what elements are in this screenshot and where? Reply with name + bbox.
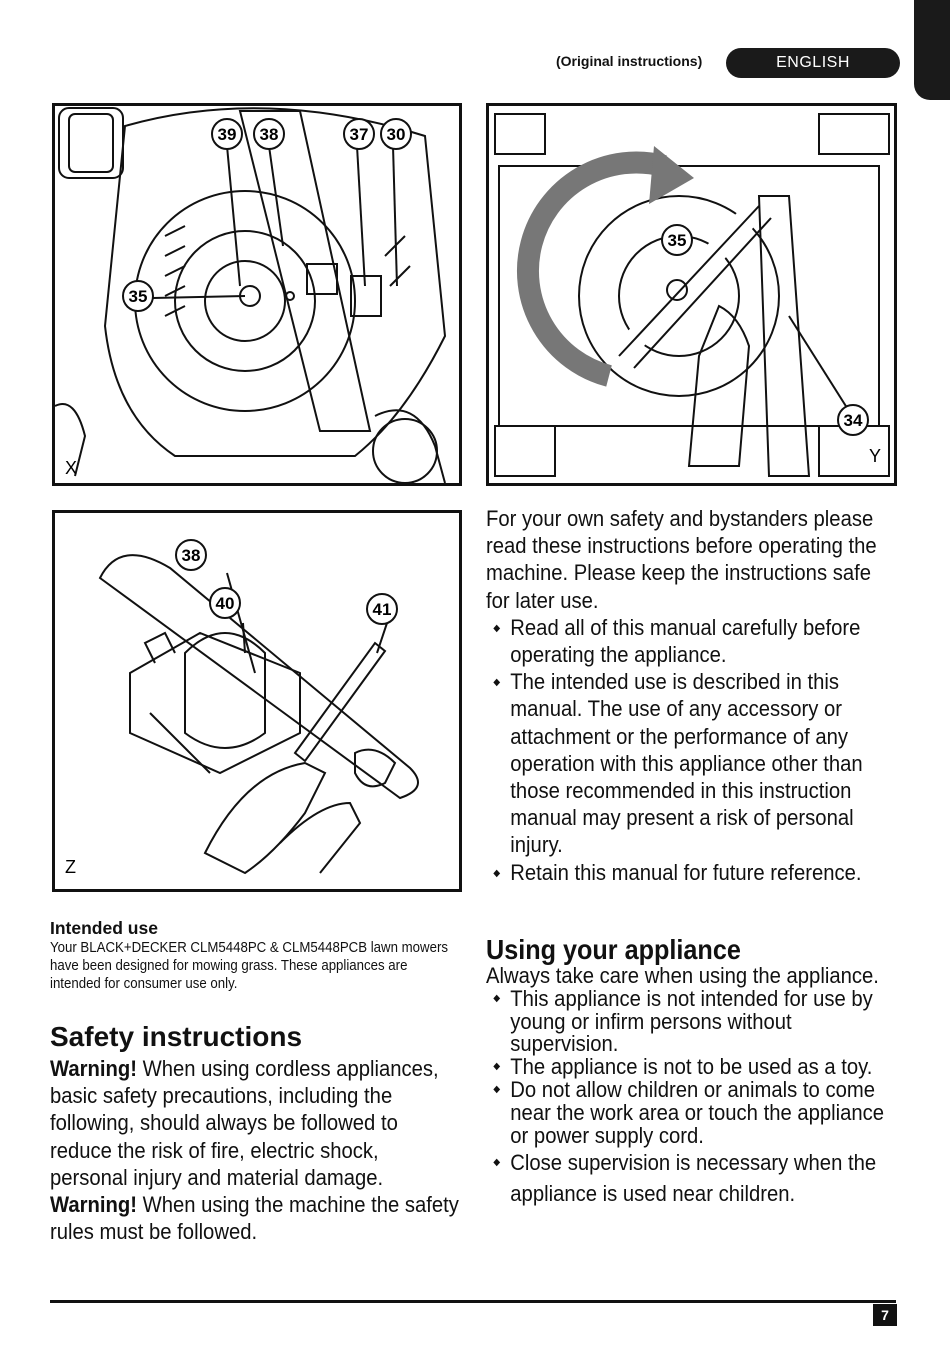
- warning-label: Warning!: [50, 1056, 137, 1081]
- callout-39: 39: [217, 125, 237, 144]
- using-bullet-list: [486, 985, 900, 1210]
- edge-tab: [914, 0, 950, 100]
- intended-use-body: Your BLACK+DECKER CLM5448PC & CLM5448PCB lawn mowers have been designed for mowing grass. These appliances are intended for consumer use only.: [50, 940, 448, 993]
- using-lead: Always take care when using the appliance.: [486, 963, 879, 988]
- callout-38: 38: [259, 125, 279, 144]
- callout-38: 38: [181, 546, 201, 565]
- callout-40: 40: [215, 594, 235, 613]
- page-number: 7: [873, 1304, 897, 1326]
- figure-y-label: Y: [869, 446, 882, 466]
- warning-label: Warning!: [50, 1192, 137, 1218]
- using-section: [486, 935, 900, 1209]
- footer-rule: [50, 1300, 896, 1303]
- callout-35: 35: [667, 231, 687, 250]
- figure-z-label: Z: [65, 857, 76, 877]
- figure-z-callouts: [176, 540, 397, 624]
- using-bullet: ◆ The appliance is not to be used as a toy.: [486, 1056, 900, 1079]
- figure-z: [52, 510, 462, 892]
- figure-x: [52, 103, 462, 486]
- using-bullet: ◆ Close supervision is necessary when the appliance is used near children.: [486, 1147, 900, 1209]
- callout-41: 41: [372, 600, 392, 619]
- intended-use-title: Intended use: [50, 918, 158, 938]
- intro-bullet-list: [486, 614, 900, 886]
- intro-bullet: ◆ The intended use is described in this manual. The use of any accessory or attachment or the performance of any operation with this appliance other than those recommended in this instruction manual may present a risk of personal injury.: [486, 668, 900, 858]
- blade-sharpening-illustration: [55, 513, 459, 889]
- warning-text-2: When using the machine the safety rules must be followed.: [50, 1192, 459, 1245]
- mower-blade-underside-illustration: [55, 106, 459, 483]
- callout-30: 30: [386, 125, 406, 144]
- figure-x-label: X: [65, 458, 78, 478]
- figure-y: [486, 103, 897, 486]
- intro-paragraph: For your own safety and bystanders please read these instructions before operating the machine. Please keep the instructions safe for later use.: [486, 506, 877, 613]
- figure-y-callouts: [662, 225, 868, 435]
- callout-37: 37: [349, 125, 369, 144]
- callout-35: 35: [128, 287, 148, 306]
- intro-section: [486, 505, 900, 886]
- warning-text-1: When using cordless appliances, basic safety precautions, including the following, should always be followed to reduce the risk of fire, electric shock, personal injury and material damage.: [50, 1056, 439, 1190]
- safety-title: Safety instructions: [50, 1021, 303, 1052]
- blade-removal-illustration: [489, 106, 894, 483]
- using-title: Using your appliance: [486, 934, 741, 965]
- callout-34: 34: [843, 411, 863, 430]
- language-badge: ENGLISH: [726, 48, 900, 78]
- safety-body: [50, 1055, 460, 1245]
- intro-bullet: ◆ Retain this manual for future reference.: [486, 859, 900, 886]
- using-bullet: ◆ Do not allow children or animals to come near the work area or touch the appliance or power supply cord.: [486, 1079, 900, 1147]
- using-bullet: ◆ This appliance is not intended for use by young or infirm persons without supervision.: [486, 988, 900, 1056]
- original-instructions-label: (Original instructions): [556, 53, 703, 69]
- intro-bullet: ◆ Read all of this manual carefully before operating the appliance.: [486, 614, 900, 668]
